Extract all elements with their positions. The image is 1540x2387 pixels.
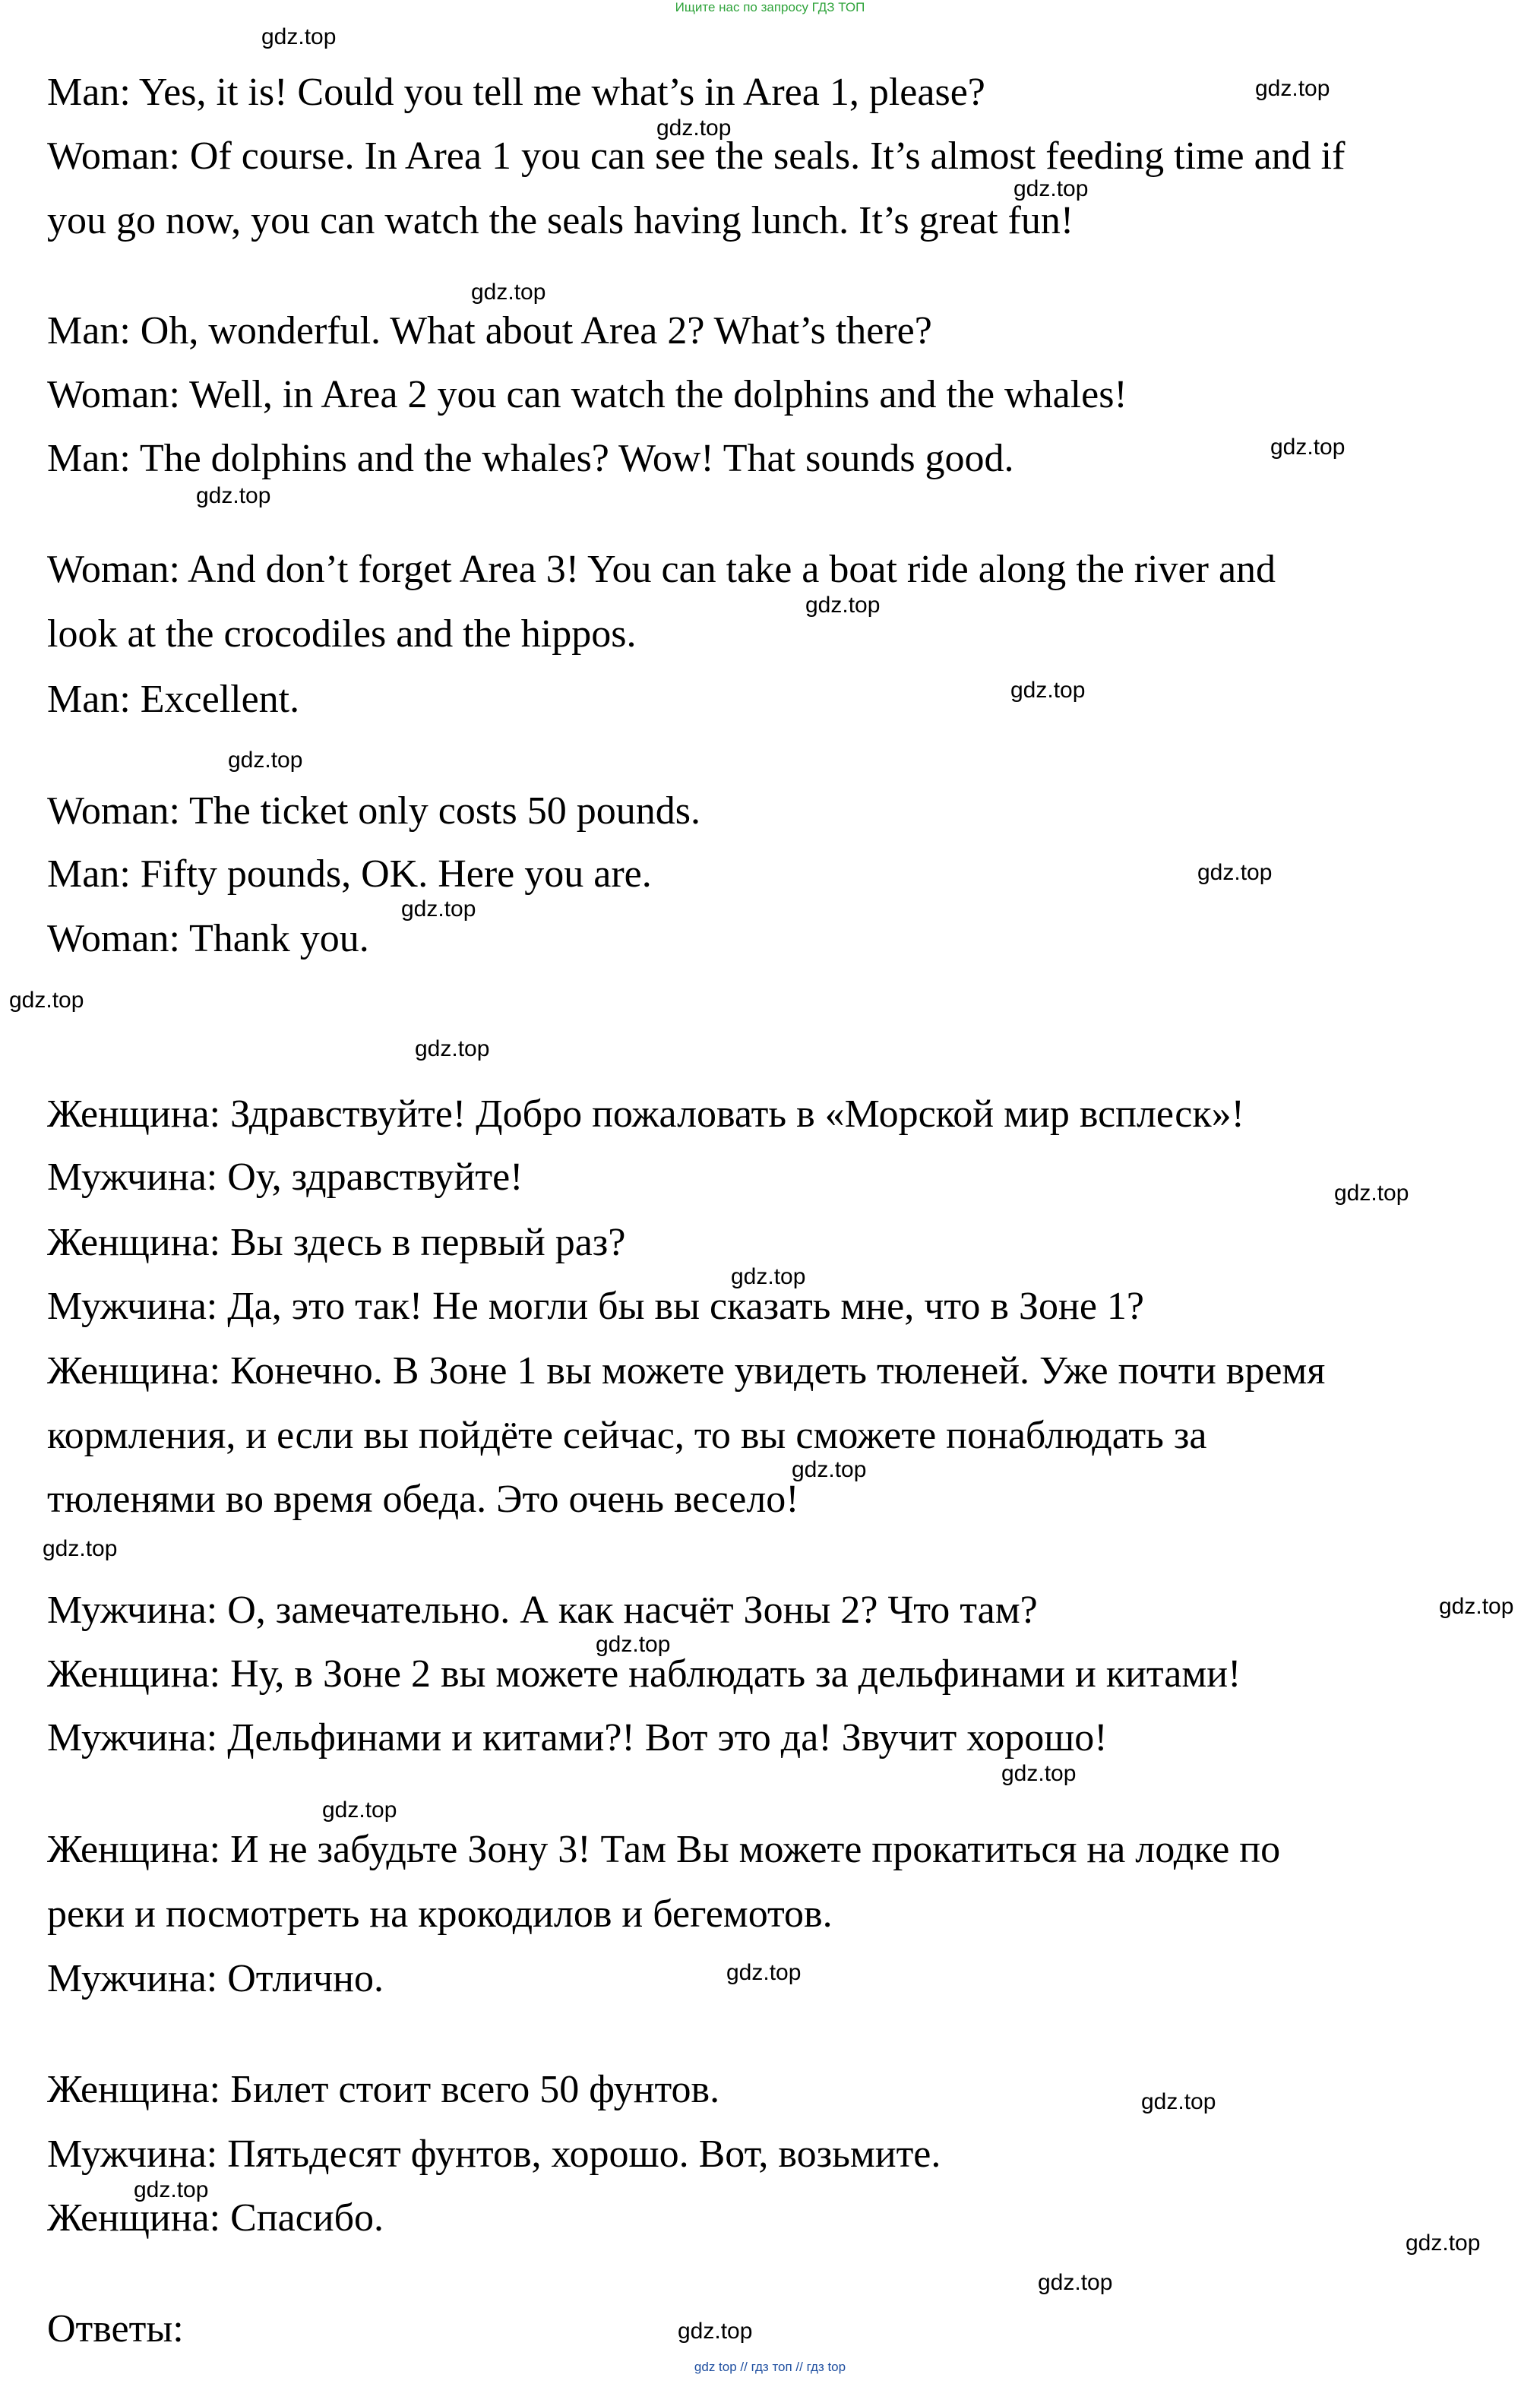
russian-line: Мужчина: Оу, здравствуйте! (47, 1156, 523, 1199)
watermark: gdz.top (415, 1036, 490, 1061)
watermark: gdz.top (731, 1264, 806, 1289)
watermark: gdz.top (1010, 678, 1086, 703)
russian-line: Женщина: Ну, в Зоне 2 вы можете наблюдать за дельфинами и китами! (47, 1652, 1241, 1696)
english-line: Woman: Of course. In Area 1 you can see the seals. It’s almost feeding time and if (47, 134, 1346, 178)
footer-link[interactable]: gdz top // гдз топ // гдз top (694, 2360, 846, 2374)
watermark: gdz.top (261, 24, 337, 49)
watermark: gdz.top (1001, 1761, 1077, 1786)
russian-line: Женщина: Конечно. В Зоне 1 вы можете увидеть тюленей. Уже почти время (47, 1349, 1326, 1393)
watermark: gdz.top (792, 1457, 867, 1482)
russian-line: Женщина: Билет стоит всего 50 фунтов. (47, 2068, 720, 2111)
russian-line: Женщина: Спасибо. (47, 2196, 384, 2240)
watermark: gdz.top (1197, 860, 1273, 885)
watermark: gdz.top (322, 1797, 397, 1823)
answers-heading: Ответы: (47, 2307, 184, 2351)
header-link[interactable]: Ищите нас по запросу ГДЗ ТОП (675, 0, 865, 14)
watermark: gdz.top (1255, 76, 1330, 101)
watermark: gdz.top (1406, 2231, 1481, 2256)
watermark: gdz.top (9, 988, 84, 1013)
russian-line: Женщина: И не забудьте Зону 3! Там Вы можете прокатиться на лодке по (47, 1828, 1281, 1871)
english-line: Man: Oh, wonderful. What about Area 2? What’s there? (47, 309, 932, 353)
russian-line: Мужчина: О, замечательно. А как насчёт Зоны 2? Что там? (47, 1589, 1038, 1632)
watermark: gdz.top (656, 115, 732, 141)
russian-line: кормления, и если вы пойдёте сейчас, то вы сможете понаблюдать за (47, 1414, 1207, 1457)
watermark: gdz.top (43, 1536, 118, 1561)
english-line: you go now, you can watch the seals having lunch. It’s great fun! (47, 199, 1074, 242)
russian-line: тюленями во время обеда. Это очень весело! (47, 1478, 799, 1521)
english-line: Man: Excellent. (47, 678, 300, 721)
watermark: gdz.top (471, 280, 546, 305)
watermark: gdz.top (1038, 2270, 1113, 2295)
watermark: gdz.top (1141, 2089, 1216, 2114)
english-line: Woman: Thank you. (47, 917, 369, 960)
russian-line: реки и посмотреть на крокодилов и бегемотов. (47, 1892, 833, 1936)
watermark: gdz.top (596, 1632, 671, 1657)
english-line: Man: Fifty pounds, OK. Here you are. (47, 852, 652, 896)
english-line: look at the crocodiles and the hippos. (47, 612, 637, 656)
english-line: Woman: Well, in Area 2 you can watch the dolphins and the whales! (47, 373, 1127, 416)
english-line: Woman: And don’t forget Area 3! You can take a boat ride along the river and (47, 548, 1276, 591)
watermark: gdz.top (805, 593, 881, 618)
watermark: gdz.top (678, 2319, 753, 2344)
watermark: gdz.top (1013, 176, 1089, 201)
watermark: gdz.top (134, 2177, 209, 2202)
english-line: Man: Yes, it is! Could you tell me what’s in Area 1, please? (47, 71, 985, 114)
watermark: gdz.top (1270, 435, 1346, 460)
watermark: gdz.top (196, 483, 271, 508)
watermark: gdz.top (726, 1960, 802, 1985)
russian-line: Мужчина: Пятьдесят фунтов, хорошо. Вот, возьмите. (47, 2132, 941, 2176)
english-line: Man: The dolphins and the whales? Wow! That sounds good. (47, 437, 1014, 480)
english-line: Woman: The ticket only costs 50 pounds. (47, 789, 700, 833)
watermark: gdz.top (228, 748, 303, 773)
watermark: gdz.top (1334, 1181, 1409, 1206)
russian-line: Мужчина: Да, это так! Не могли бы вы сказать мне, что в Зоне 1? (47, 1285, 1144, 1328)
watermark: gdz.top (401, 896, 476, 922)
russian-line: Женщина: Вы здесь в первый раз? (47, 1221, 626, 1264)
russian-line: Мужчина: Дельфинами и китами?! Вот это да! Звучит хорошо! (47, 1716, 1108, 1759)
watermark: gdz.top (1439, 1594, 1514, 1619)
russian-line: Мужчина: Отлично. (47, 1957, 384, 2000)
russian-line: Женщина: Здравствуйте! Добро пожаловать в «Морской мир всплеск»! (47, 1092, 1244, 1136)
